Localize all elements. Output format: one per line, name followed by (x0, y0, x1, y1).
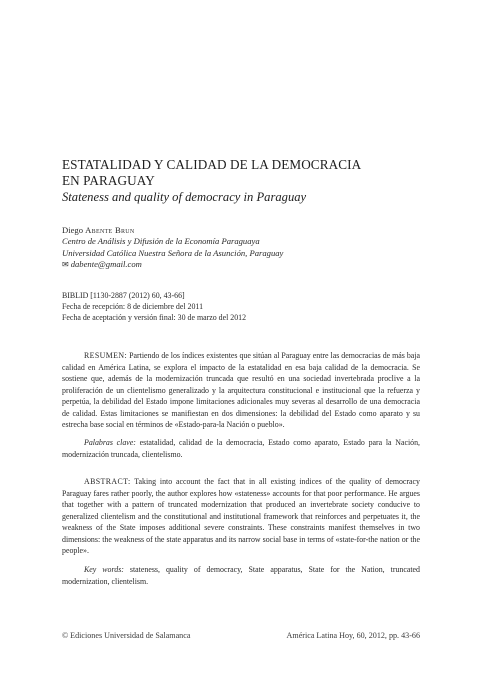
abstract-paragraph (62, 476, 420, 557)
footer-citation: América Latina Hoy, 60, 2012, pp. 43-66 (286, 631, 420, 640)
resumen-paragraph (62, 350, 420, 431)
keywords-en-label: Key words: (84, 565, 124, 574)
author-last-name: Abente Brun (85, 225, 135, 235)
author-affiliation-1: Centro de Análisis y Difusión de la Economía Paraguaya (62, 236, 260, 247)
envelope-icon: ✉ (62, 259, 69, 269)
keywords-es-body: estatalidad, calidad de la democracia, Estado como aparato, Estado para la Nación, modernización truncada, clientelismo. (62, 438, 421, 459)
author-email[interactable]: dabente@gmail.com (70, 258, 142, 269)
received-date: Fecha de recepción: 8 de diciembre del 2011 (62, 301, 204, 311)
keywords-es-paragraph (62, 437, 420, 460)
author-name (62, 225, 442, 236)
author-email-line (62, 259, 442, 270)
footer-publisher: © Ediciones Universidad de Salamanca (62, 631, 191, 640)
keywords-en-paragraph (62, 564, 420, 587)
article-subtitle: Stateness and quality of democracy in Paraguay (62, 190, 307, 204)
resumen-body: Partiendo de los índices existentes que sitúan al Paraguay entre las democracias de más baja calidad en América Latina, se explora el impacto de la estatalidad en esa baja calidad de la democracia. Se sostiene que, además de la modernización truncada que resultó en una sociedad invertebrada proclive a la proliferación de un clientelismo generalizado y la arquitectura constitucional e institucional que la refuerza y perpetúa, la debilidad del Estado impone limitaciones adicionales muy severas al desarrollo de una democracia de calidad. Estas limitaciones se manifiestan en dos dimensiones: la debilidad del Estado como aparato y su estrecha base social en términos de «Estado-para-la Nación o pueblo». (62, 351, 420, 430)
keywords-es-label: Palabras clave: (84, 438, 136, 447)
author-first-name: Diego (62, 225, 84, 235)
article-meta (62, 291, 442, 323)
keywords-en-body: stateness, quality of democracy, State apparatus, State for the Nation, truncated modernization, clientelism. (62, 565, 420, 586)
author-block (62, 225, 442, 270)
title-line-1: ESTATALIDAD Y CALIDAD DE LA DEMOCRACIA (62, 157, 362, 172)
resumen-label: RESUMEN: (84, 351, 128, 360)
accepted-date: Fecha de aceptación y versión final: 30 de marzo del 2012 (62, 312, 247, 322)
biblid: BIBLID [1130-2887 (2012) 60, 43-66] (62, 291, 185, 300)
author-affiliation-2: Universidad Católica Nuestra Señora de la Asunción, Paraguay (62, 247, 284, 258)
title-line-2: EN PARAGUAY (62, 173, 155, 188)
abstract-label: ABSTRACT: (84, 477, 131, 486)
abstract-body: Taking into account the fact that in all existing indices of the quality of democracy Paraguay fares rather poorly, the author explores how «stateness» accounts for that poor performance. He argues that together with a pattern of truncated modernization that produced an invertebrate society conducive to generalized clientelism and the constitutional and institutional framework that reinforces and perpetuates it, the weakness of the State imposes additional severe constraints. These constraints manifest themselves in two dimensions: the weakness of the state apparatus and its narrow social base in terms of «state-for-the nation or the people». (62, 477, 420, 556)
article-title (62, 157, 442, 189)
